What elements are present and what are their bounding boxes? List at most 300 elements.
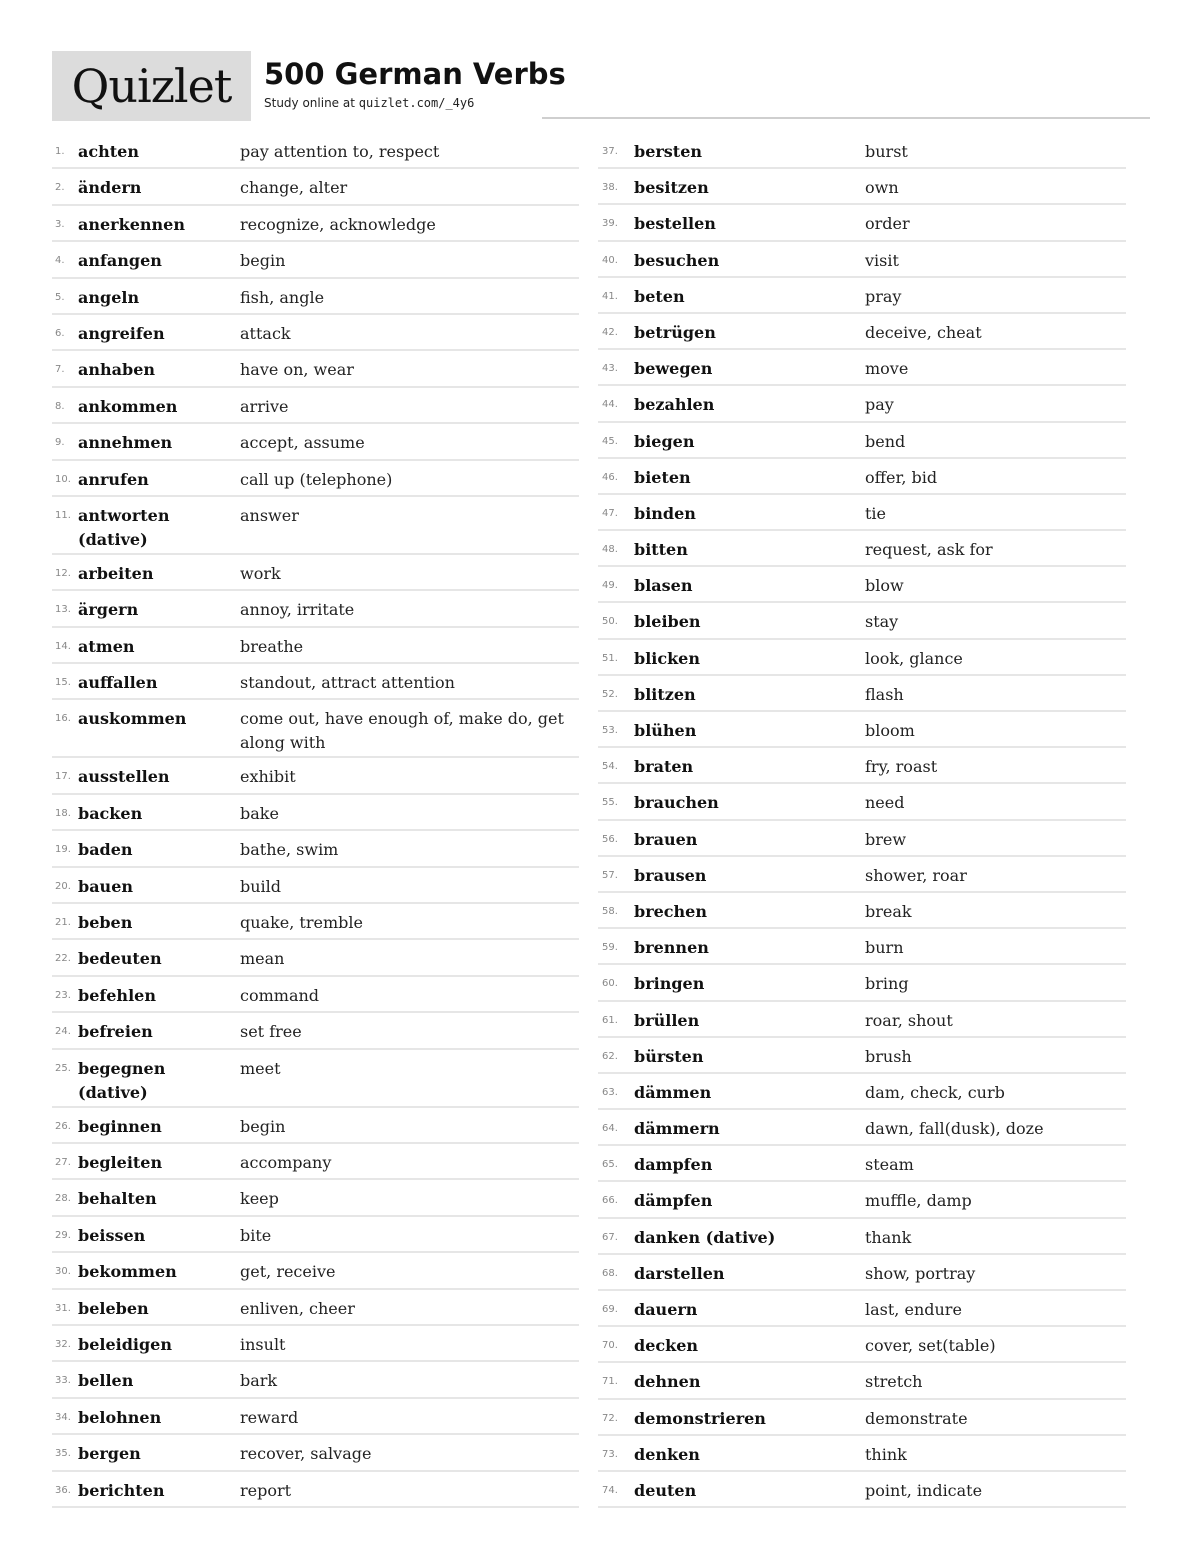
vocab-row [598, 350, 1126, 386]
vocab-row [598, 929, 1126, 965]
item-number: 46. [602, 471, 618, 483]
german-term: bellen [78, 1371, 134, 1391]
vocab-row [52, 1472, 579, 1508]
english-definition: set free [240, 1022, 302, 1042]
item-number: 74. [602, 1484, 618, 1496]
vocab-row [598, 676, 1126, 712]
english-definition: annoy, irritate [240, 600, 355, 620]
english-definition: standout, attract attention [240, 673, 455, 693]
english-definition: enliven, cheer [240, 1298, 355, 1318]
item-number: 16. [55, 713, 71, 725]
item-number: 43. [602, 363, 618, 375]
german-term: bieten [634, 467, 691, 487]
vocab-row [598, 459, 1126, 495]
vocab-row [52, 279, 579, 315]
english-definition: point, indicate [865, 1480, 983, 1500]
german-term: dauern [634, 1300, 698, 1319]
vocab-row [52, 1399, 579, 1435]
english-definition: bathe, swim [240, 840, 339, 860]
item-number: 56. [602, 833, 618, 845]
item-number: 40. [602, 254, 618, 266]
vocab-row [598, 531, 1126, 567]
german-term: bergen [78, 1444, 141, 1464]
german-term: danken (dative) [634, 1227, 776, 1247]
english-definition: pray [865, 286, 902, 306]
vocab-row [598, 712, 1126, 748]
german-term: dämmern [634, 1119, 720, 1139]
vocab-row [52, 388, 579, 424]
german-term: achten [78, 142, 139, 161]
vocab-row [598, 242, 1126, 278]
english-definition: attack [240, 323, 291, 343]
german-term: brechen [634, 901, 707, 921]
vocab-column-left [52, 133, 579, 1508]
subtitle-prefix: Study online at [264, 96, 355, 110]
english-definition: insult [240, 1334, 286, 1354]
german-term: begegnen (dative) [78, 1058, 166, 1102]
vocab-row [52, 351, 579, 387]
english-definition: own [865, 178, 899, 198]
german-term: brauchen [634, 793, 719, 813]
item-number: 7. [55, 364, 65, 376]
item-number: 64. [602, 1123, 618, 1135]
german-term: auskommen [78, 709, 187, 729]
german-term: bekommen [78, 1262, 177, 1282]
vocab-row [598, 205, 1126, 241]
english-definition: last, endure [865, 1300, 962, 1319]
german-term: dämmen [634, 1082, 712, 1102]
vocab-row [598, 857, 1126, 893]
english-definition: bring [865, 974, 909, 994]
item-number: 35. [55, 1448, 71, 1460]
item-number: 2. [55, 182, 65, 194]
english-definition: bake [240, 803, 279, 823]
german-term: brausen [634, 865, 707, 885]
german-term: behalten [78, 1189, 157, 1209]
german-term: belohnen [78, 1407, 162, 1427]
item-number: 59. [602, 942, 618, 954]
page-subtitle [264, 96, 474, 110]
english-definition: exhibit [240, 767, 296, 787]
vocab-row [598, 133, 1126, 169]
vocab-row [52, 758, 579, 794]
item-number: 22. [55, 953, 71, 965]
item-number: 71. [602, 1376, 618, 1388]
vocab-row [52, 700, 579, 758]
german-term: auffallen [78, 673, 158, 693]
english-definition: get, receive [240, 1262, 336, 1282]
english-definition: demonstrate [865, 1408, 968, 1428]
vocab-row [52, 242, 579, 278]
english-definition: work [240, 563, 281, 583]
german-term: decken [634, 1336, 699, 1356]
item-number: 33. [55, 1375, 71, 1387]
english-definition: fry, roast [865, 757, 938, 777]
english-definition: deceive, cheat [865, 322, 982, 342]
vocab-row [598, 893, 1126, 929]
german-term: braten [634, 757, 694, 777]
german-term: annehmen [78, 433, 173, 453]
item-number: 53. [602, 725, 618, 736]
vocab-row [52, 1050, 579, 1108]
vocab-row [598, 169, 1126, 205]
english-definition: breathe [240, 636, 304, 656]
item-number: 25. [55, 1062, 71, 1074]
item-number: 36. [55, 1484, 71, 1496]
english-definition: stay [865, 612, 899, 632]
vocab-row [598, 386, 1126, 422]
item-number: 65. [602, 1159, 618, 1171]
english-definition: brush [865, 1046, 912, 1066]
item-number: 19. [55, 844, 71, 856]
german-term: besitzen [634, 178, 709, 198]
vocab-row [52, 1253, 579, 1289]
english-definition: stretch [865, 1372, 923, 1392]
english-definition: reward [240, 1407, 299, 1427]
item-number: 68. [602, 1267, 618, 1279]
german-term: atmen [78, 636, 135, 656]
german-term: brüllen [634, 1010, 700, 1030]
item-number: 34. [55, 1411, 71, 1423]
vocab-row [52, 555, 579, 591]
vocab-row [598, 1363, 1126, 1399]
english-definition: report [240, 1480, 292, 1500]
vocab-row [52, 497, 579, 555]
english-definition: bend [865, 431, 906, 451]
english-definition: meet [240, 1058, 281, 1078]
english-definition: mean [240, 949, 285, 969]
german-term: brauen [634, 829, 698, 849]
german-term: antworten (dative) [78, 505, 170, 549]
german-term: bezahlen [634, 395, 715, 415]
vocab-row [52, 628, 579, 664]
german-term: blitzen [634, 684, 696, 704]
german-term: beleben [78, 1298, 149, 1318]
german-term: baden [78, 840, 133, 860]
item-number: 12. [55, 567, 71, 579]
item-number: 60. [602, 978, 618, 990]
item-number: 4. [55, 255, 65, 267]
item-number: 52. [602, 688, 618, 700]
english-definition: have on, wear [240, 360, 354, 380]
item-number: 49. [602, 580, 618, 592]
vocab-row [598, 1002, 1126, 1038]
english-definition: show, portray [865, 1263, 976, 1283]
item-number: 37. [602, 146, 618, 157]
item-number: 51. [602, 652, 618, 664]
vocab-row [52, 1013, 579, 1049]
german-term: berichten [78, 1480, 165, 1500]
german-term: bitten [634, 540, 688, 560]
german-term: dampfen [634, 1155, 713, 1175]
vocab-row [52, 664, 579, 700]
item-number: 14. [55, 640, 71, 652]
german-term: bauen [78, 876, 133, 896]
vocab-row [52, 169, 579, 205]
english-definition: tie [865, 503, 887, 523]
logo-text: Quizlet [71, 59, 232, 113]
german-term: ändern [78, 178, 142, 198]
english-definition: pay attention to, respect [240, 142, 440, 161]
item-number: 47. [602, 507, 618, 519]
item-number: 20. [55, 880, 71, 892]
vocab-row [598, 423, 1126, 459]
item-number: 30. [55, 1266, 71, 1278]
item-number: 8. [55, 400, 65, 412]
english-definition: shower, roar [865, 865, 967, 885]
item-number: 17. [55, 771, 71, 783]
item-number: 15. [55, 677, 71, 689]
english-definition: muffle, damp [865, 1191, 972, 1211]
english-definition: command [240, 985, 320, 1005]
german-term: bleiben [634, 612, 701, 632]
german-term: darstellen [634, 1263, 725, 1283]
vocab-row [52, 424, 579, 460]
english-definition: dawn, fall(dusk), doze [865, 1119, 1044, 1139]
vocab-row [52, 206, 579, 242]
item-number: 32. [55, 1338, 71, 1350]
german-term: demonstrieren [634, 1408, 766, 1428]
german-term: dämpfen [634, 1191, 713, 1211]
german-term: dehnen [634, 1372, 701, 1392]
german-term: angreifen [78, 323, 165, 343]
vocab-row [52, 461, 579, 497]
german-term: angeln [78, 287, 140, 307]
vocab-row [52, 831, 579, 867]
english-definition: request, ask for [865, 540, 993, 560]
german-term: bringen [634, 974, 705, 994]
english-definition: quake, tremble [240, 913, 363, 933]
item-number: 67. [602, 1231, 618, 1243]
german-term: beissen [78, 1225, 146, 1245]
item-number: 28. [55, 1193, 71, 1205]
vocab-row [598, 1327, 1126, 1363]
vocab-row [52, 868, 579, 904]
vocab-row [52, 977, 579, 1013]
vocab-row [598, 1291, 1126, 1327]
german-term: anrufen [78, 469, 149, 489]
item-number: 73. [602, 1448, 618, 1460]
german-term: begleiten [78, 1152, 163, 1172]
item-number: 57. [602, 869, 618, 881]
item-number: 27. [55, 1156, 71, 1168]
german-term: brennen [634, 938, 709, 958]
german-term: befreien [78, 1022, 153, 1042]
item-number: 39. [602, 218, 618, 230]
item-number: 38. [602, 182, 618, 194]
german-term: anerkennen [78, 214, 185, 234]
item-number: 5. [55, 291, 65, 303]
english-definition: fish, angle [240, 287, 325, 307]
page-title: 500 German Verbs [264, 57, 566, 91]
item-number: 6. [55, 327, 65, 339]
vocab-row [598, 1146, 1126, 1182]
german-term: bewegen [634, 359, 713, 379]
german-term: bersten [634, 142, 703, 161]
vocab-row [52, 1435, 579, 1471]
vocab-row [52, 591, 579, 627]
item-number: 21. [55, 917, 71, 929]
english-definition: bark [240, 1371, 278, 1391]
english-definition: pay [865, 395, 894, 415]
vocab-row [52, 1217, 579, 1253]
english-definition: change, alter [240, 178, 348, 198]
vocab-row [52, 133, 579, 169]
item-number: 63. [602, 1086, 618, 1098]
english-definition: roar, shout [865, 1010, 953, 1030]
vocab-row [598, 603, 1126, 639]
german-term: betrügen [634, 322, 716, 342]
item-number: 41. [602, 290, 618, 302]
german-term: ankommen [78, 396, 178, 416]
vocab-row [52, 1290, 579, 1326]
item-number: 18. [55, 807, 71, 819]
german-term: backen [78, 803, 143, 823]
english-definition: bite [240, 1225, 272, 1245]
vocab-row [598, 1472, 1126, 1508]
vocab-row [598, 821, 1126, 857]
german-term: blicken [634, 648, 700, 668]
english-definition: burn [865, 938, 904, 958]
item-number: 66. [602, 1195, 618, 1207]
vocab-row [598, 1110, 1126, 1146]
english-definition: come out, have enough of, make do, get along with [240, 709, 564, 753]
item-number: 1. [55, 146, 65, 157]
item-number: 48. [602, 544, 618, 556]
item-number: 26. [55, 1120, 71, 1132]
vocab-row [598, 1074, 1126, 1110]
vocab-row [598, 784, 1126, 820]
item-number: 70. [602, 1340, 618, 1352]
english-definition: call up (telephone) [240, 469, 393, 489]
item-number: 55. [602, 797, 618, 809]
vocab-row [52, 1326, 579, 1362]
header-divider [542, 117, 1150, 119]
german-term: beten [634, 286, 685, 306]
item-number: 62. [602, 1050, 618, 1062]
item-number: 72. [602, 1412, 618, 1424]
english-definition: think [865, 1444, 907, 1464]
german-term: befehlen [78, 985, 156, 1005]
vocab-row [598, 640, 1126, 676]
item-number: 13. [55, 604, 71, 616]
german-term: biegen [634, 431, 695, 451]
english-definition: cover, set(table) [865, 1336, 996, 1356]
item-number: 31. [55, 1302, 71, 1314]
english-definition: thank [865, 1227, 912, 1247]
german-term: binden [634, 503, 696, 523]
english-definition: recognize, acknowledge [240, 214, 436, 234]
english-definition: need [865, 793, 905, 813]
english-definition: begin [240, 251, 286, 271]
vocab-row [52, 315, 579, 351]
vocab-row [598, 1038, 1126, 1074]
english-definition: arrive [240, 396, 289, 416]
item-number: 3. [55, 218, 65, 230]
german-term: blühen [634, 721, 697, 740]
german-term: anhaben [78, 360, 155, 380]
english-definition: begin [240, 1116, 286, 1136]
vocab-row [598, 1436, 1126, 1472]
vocab-row [598, 1182, 1126, 1218]
item-number: 24. [55, 1026, 71, 1038]
vocab-row [598, 567, 1126, 603]
english-definition: offer, bid [865, 467, 938, 487]
german-term: deuten [634, 1480, 697, 1500]
item-number: 69. [602, 1304, 618, 1315]
english-definition: move [865, 359, 909, 379]
vocab-row [598, 314, 1126, 350]
item-number: 10. [55, 473, 71, 485]
vocab-row [598, 1255, 1126, 1291]
german-term: bestellen [634, 214, 716, 234]
item-number: 44. [602, 399, 618, 411]
item-number: 23. [55, 989, 71, 1001]
vocab-row [52, 1180, 579, 1216]
english-definition: answer [240, 505, 299, 525]
german-term: arbeiten [78, 563, 154, 583]
german-term: ärgern [78, 600, 139, 620]
item-number: 54. [602, 761, 618, 773]
item-number: 9. [55, 437, 65, 449]
english-definition: accept, assume [240, 433, 365, 453]
german-term: anfangen [78, 251, 162, 271]
item-number: 58. [602, 905, 618, 917]
vocab-row [52, 904, 579, 940]
vocab-row [52, 940, 579, 976]
german-term: blasen [634, 576, 693, 596]
item-number: 45. [602, 435, 618, 447]
subtitle-url: quizlet.com/_4y6 [358, 96, 475, 110]
vocab-row [598, 1400, 1126, 1436]
item-number: 42. [602, 326, 618, 338]
item-number: 50. [602, 616, 618, 628]
document-header [52, 51, 1150, 121]
english-definition: visit [865, 250, 899, 270]
vocab-row [52, 1144, 579, 1180]
english-definition: dam, check, curb [865, 1082, 1005, 1102]
vocab-row [598, 278, 1126, 314]
german-term: beleidigen [78, 1334, 172, 1354]
item-number: 11. [55, 509, 71, 521]
german-term: beginnen [78, 1116, 162, 1136]
english-definition: brew [865, 829, 907, 849]
english-definition: look, glance [865, 648, 963, 668]
english-definition: blow [865, 576, 904, 596]
english-definition: recover, salvage [240, 1444, 372, 1464]
quizlet-logo [52, 51, 251, 121]
english-definition: bloom [865, 721, 915, 740]
german-term: ausstellen [78, 767, 170, 787]
german-term: beben [78, 913, 133, 933]
english-definition: break [865, 901, 912, 921]
english-definition: build [240, 876, 282, 896]
english-definition: order [865, 214, 910, 234]
german-term: besuchen [634, 250, 720, 270]
vocab-row [598, 748, 1126, 784]
english-definition: accompany [240, 1152, 332, 1172]
vocab-row [52, 1108, 579, 1144]
german-term: bürsten [634, 1046, 704, 1066]
vocab-column-right [598, 133, 1126, 1508]
vocab-row [52, 795, 579, 831]
vocab-row [598, 1219, 1126, 1255]
item-number: 61. [602, 1014, 618, 1026]
english-definition: burst [865, 142, 908, 161]
item-number: 29. [55, 1229, 71, 1241]
english-definition: flash [865, 684, 904, 704]
vocab-row [52, 1362, 579, 1398]
